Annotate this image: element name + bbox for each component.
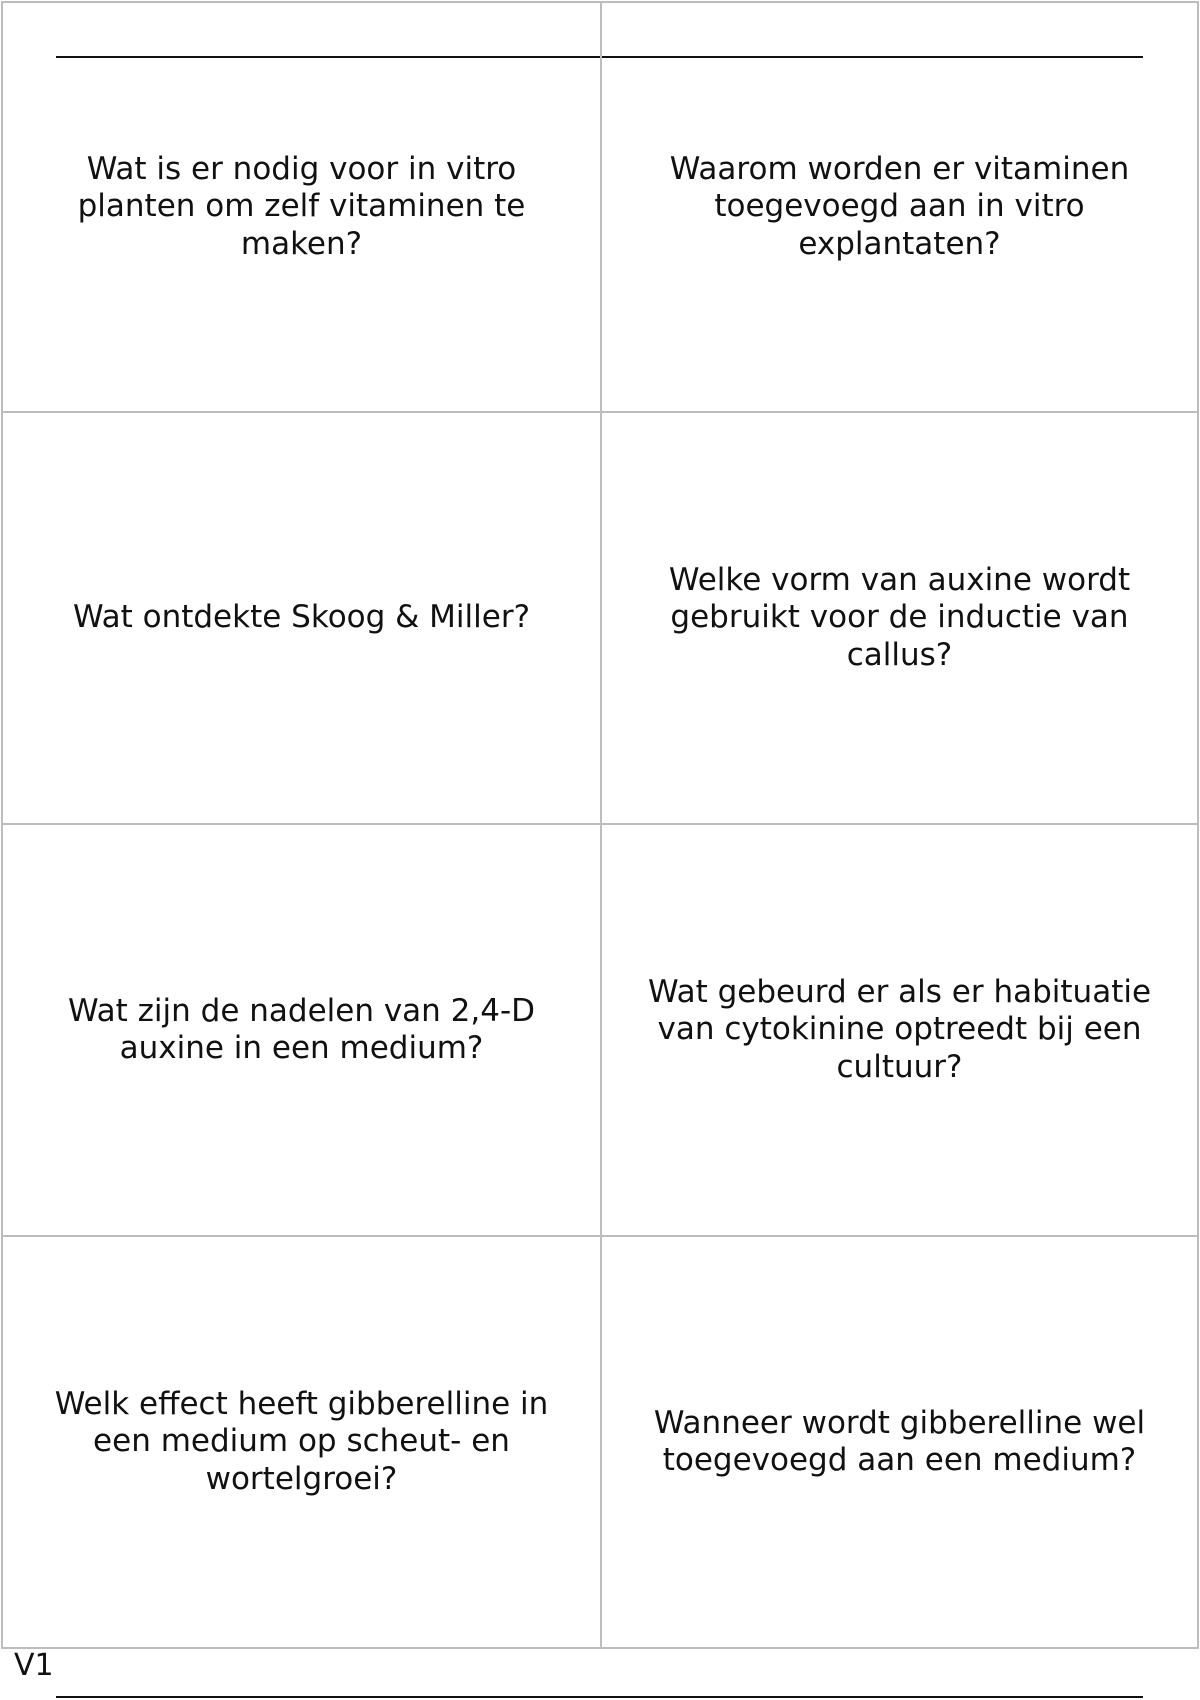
flashcard-question: Wat gebeurd er als er habituatie van cytokinine optreedt bij een cultuur? <box>647 974 1152 1085</box>
flashcard <box>1 825 602 1237</box>
flashcard-question: Wat zijn de nadelen van 2,4-D auxine in een medium? <box>67 992 536 1066</box>
flashcard <box>602 413 1199 825</box>
version-label: V1 <box>14 1648 54 1683</box>
flashcard <box>602 1 1199 413</box>
flashcard <box>602 825 1199 1237</box>
flashcard <box>1 413 602 825</box>
flashcard-question: Wat ontdekte Skoog & Miller? <box>72 599 531 636</box>
bottom-rule <box>56 1696 1143 1698</box>
flashcard-question: Wanneer wordt gibberelline wel toegevoegd aan een medium? <box>653 1404 1146 1478</box>
flashcard-grid <box>1 1 1199 1649</box>
flashcard <box>602 1237 1199 1649</box>
flashcard-question: Waarom worden er vitaminen toegevoegd aan in vitro explantaten? <box>669 151 1130 262</box>
flashcard-question: Welk effect heeft gibberelline in een medium op scheut- en wortelgroei? <box>54 1386 549 1497</box>
flashcard <box>1 1237 602 1649</box>
flashcard-question: Welke vorm van auxine wordt gebruikt voor de inductie van callus? <box>668 562 1131 673</box>
flashcard <box>1 1 602 413</box>
flashcard-question: Wat is er nodig voor in vitro planten om zelf vitaminen te maken? <box>77 151 526 262</box>
